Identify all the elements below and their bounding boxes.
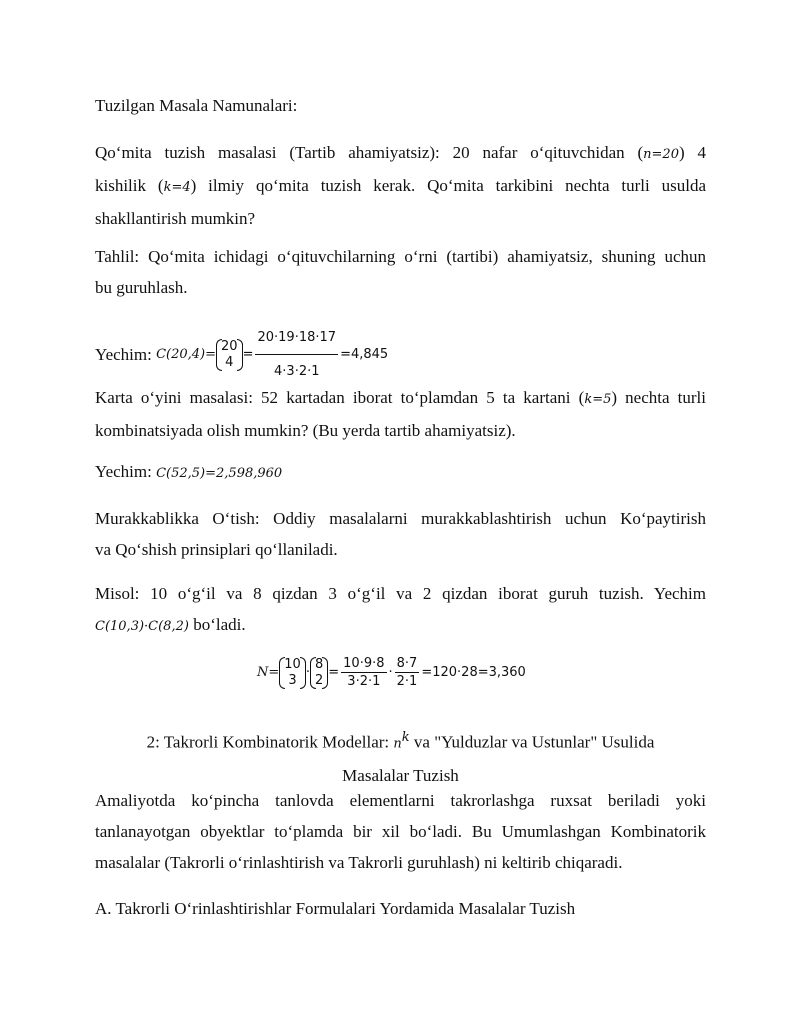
eqn-b1-top: 10 — [284, 656, 301, 672]
solution-2-expr: C(52,5)=2,598,960 — [156, 466, 283, 481]
p1-l2b: ) ilmiy qo‘mita tuzish kerak. Qo‘mita tarkibini nechta turli usulda — [190, 176, 706, 195]
section-2-heading — [95, 722, 706, 791]
p5-l2b: bo‘ladi. — [188, 615, 246, 634]
p2-line2: bu guruhlash. — [95, 278, 188, 297]
paragraph-committee-problem — [95, 137, 706, 234]
p6-line2: tanlanayotgan obyektlar to‘plamda bir xil bo‘ladi. Bu Umumlashgan Kombinatorik — [95, 822, 706, 841]
p6-line3: masalalar (Takrorli o‘rinlashtirish va Takrorli guruhlash) ni keltirib chiqaradi. — [95, 853, 623, 872]
p5-line1: Misol: 10 o‘g‘il va 8 qizdan 3 o‘g‘il va 2 qizdan iborat guruh tuzish. Yechim — [95, 584, 706, 603]
math-c10-3-c8-2: C(10,3)·C(8,2) — [95, 619, 189, 634]
p1-l1b: ) 4 — [678, 143, 706, 162]
s2-l1a: 2: Takrorli Kombinatorik Modellar: — [146, 732, 394, 752]
eqn-f2-num: 8·7 — [396, 656, 418, 671]
eqn-b1-bot: 3 — [288, 672, 297, 688]
p3-line1 — [95, 382, 706, 415]
p1-l2a: kishilik ( — [95, 176, 164, 195]
eqn-b2-top: 8 — [314, 656, 324, 672]
p3-l1b: ) nechta turli — [611, 388, 707, 407]
p1-l1a: Qo‘mita tuzish masalasi (Tartib ahamiyatsiz): 20 nafar o‘qituvchidan ( — [95, 143, 644, 162]
paragraph-analysis — [95, 241, 706, 303]
paragraph-card-problem — [95, 382, 706, 446]
paragraph-complexity — [95, 503, 706, 565]
paragraph-example — [95, 578, 706, 642]
eqn-lhs: N= — [257, 665, 280, 680]
p1-line2 — [95, 170, 706, 203]
eqn-f1-den: 3·2·1 — [347, 674, 381, 689]
subsection-a-heading — [95, 893, 706, 924]
section-2-line2: Masalalar Tuzish — [342, 765, 459, 785]
eqn-eq: = — [328, 665, 340, 680]
p2-line1: Tahlil: Qo‘mita ichidagi o‘qituvchilarning o‘rni (tartibi) ahamiyatsiz, shuning uchun — [95, 247, 706, 266]
sol1-eq: = — [242, 347, 254, 362]
eqn-f2-den: 2·1 — [396, 674, 418, 689]
sol1-binomial — [216, 339, 243, 371]
sol1-lhs: C(20,4)= — [156, 347, 217, 362]
p1-line1 — [95, 137, 706, 170]
eqn-dot-1: · — [305, 665, 310, 680]
sol1-numerator: 20·19·18·17 — [255, 322, 338, 355]
math-n: n — [393, 736, 402, 752]
section-2-line1 — [95, 722, 706, 760]
sol1-binom-top: 20 — [221, 338, 238, 354]
math-k-sup: k — [401, 730, 410, 745]
eqn-b2-bot: 2 — [314, 672, 324, 688]
sol1-denominator: 4·3·2·1 — [274, 364, 320, 379]
solution-2-label: Yechim: — [95, 462, 152, 481]
p4-line2: va Qo‘shish prinsiplari qo‘llaniladi. — [95, 540, 338, 559]
p5-line2 — [95, 609, 706, 642]
sol1-fraction — [255, 322, 338, 387]
eqn-fraction-1 — [341, 656, 386, 689]
eqn-dot-2: · — [388, 665, 393, 680]
solution-1-label: Yechim: — [95, 345, 152, 364]
paragraph-practice — [95, 785, 706, 878]
math-k4: k=4 — [163, 180, 191, 195]
p3-line2: kombinatsiyada olish mumkin? (Bu yerda tartib ahamiyatsiz). — [95, 421, 516, 440]
equation-n — [257, 656, 526, 689]
p6-line1: Amaliyotda ko‘pincha tanlovda elementlarni takrorlashga ruxsat beriladi yoki — [95, 791, 706, 810]
heading-samples-text: Tuzilgan Masala Namunalari: — [95, 96, 298, 115]
p4-line1: Murakkablikka O‘tish: Oddiy masalalarni murakkablashtirish uchun Ko‘paytirish — [95, 509, 706, 528]
sol1-result: =4,845 — [340, 347, 389, 362]
p3-l1a: Karta o‘yini masalasi: 52 kartadan iborat to‘plamdan 5 ta kartani ( — [95, 388, 585, 407]
math-n20: n=20 — [643, 147, 679, 162]
eqn-fraction-2 — [395, 656, 420, 689]
heading-samples — [95, 90, 706, 121]
solution-2 — [95, 456, 706, 489]
sol1-binom-bot: 4 — [225, 354, 234, 370]
eqn-binomial-1 — [279, 657, 306, 689]
eqn-f1-num: 10·9·8 — [343, 656, 385, 671]
p1-line3: shakllantirish mumkin? — [95, 209, 256, 228]
eqn-result: =120·28=3,360 — [421, 665, 526, 680]
math-k5: k=5 — [584, 392, 612, 407]
subsection-a-text: A. Takrorli O‘rinlashtirishlar Formulalari Yordamida Masalalar Tuzish — [95, 899, 576, 918]
s2-l1b: va "Yulduzlar va Ustunlar" Usulida — [409, 732, 655, 752]
eqn-binomial-2 — [310, 657, 328, 689]
